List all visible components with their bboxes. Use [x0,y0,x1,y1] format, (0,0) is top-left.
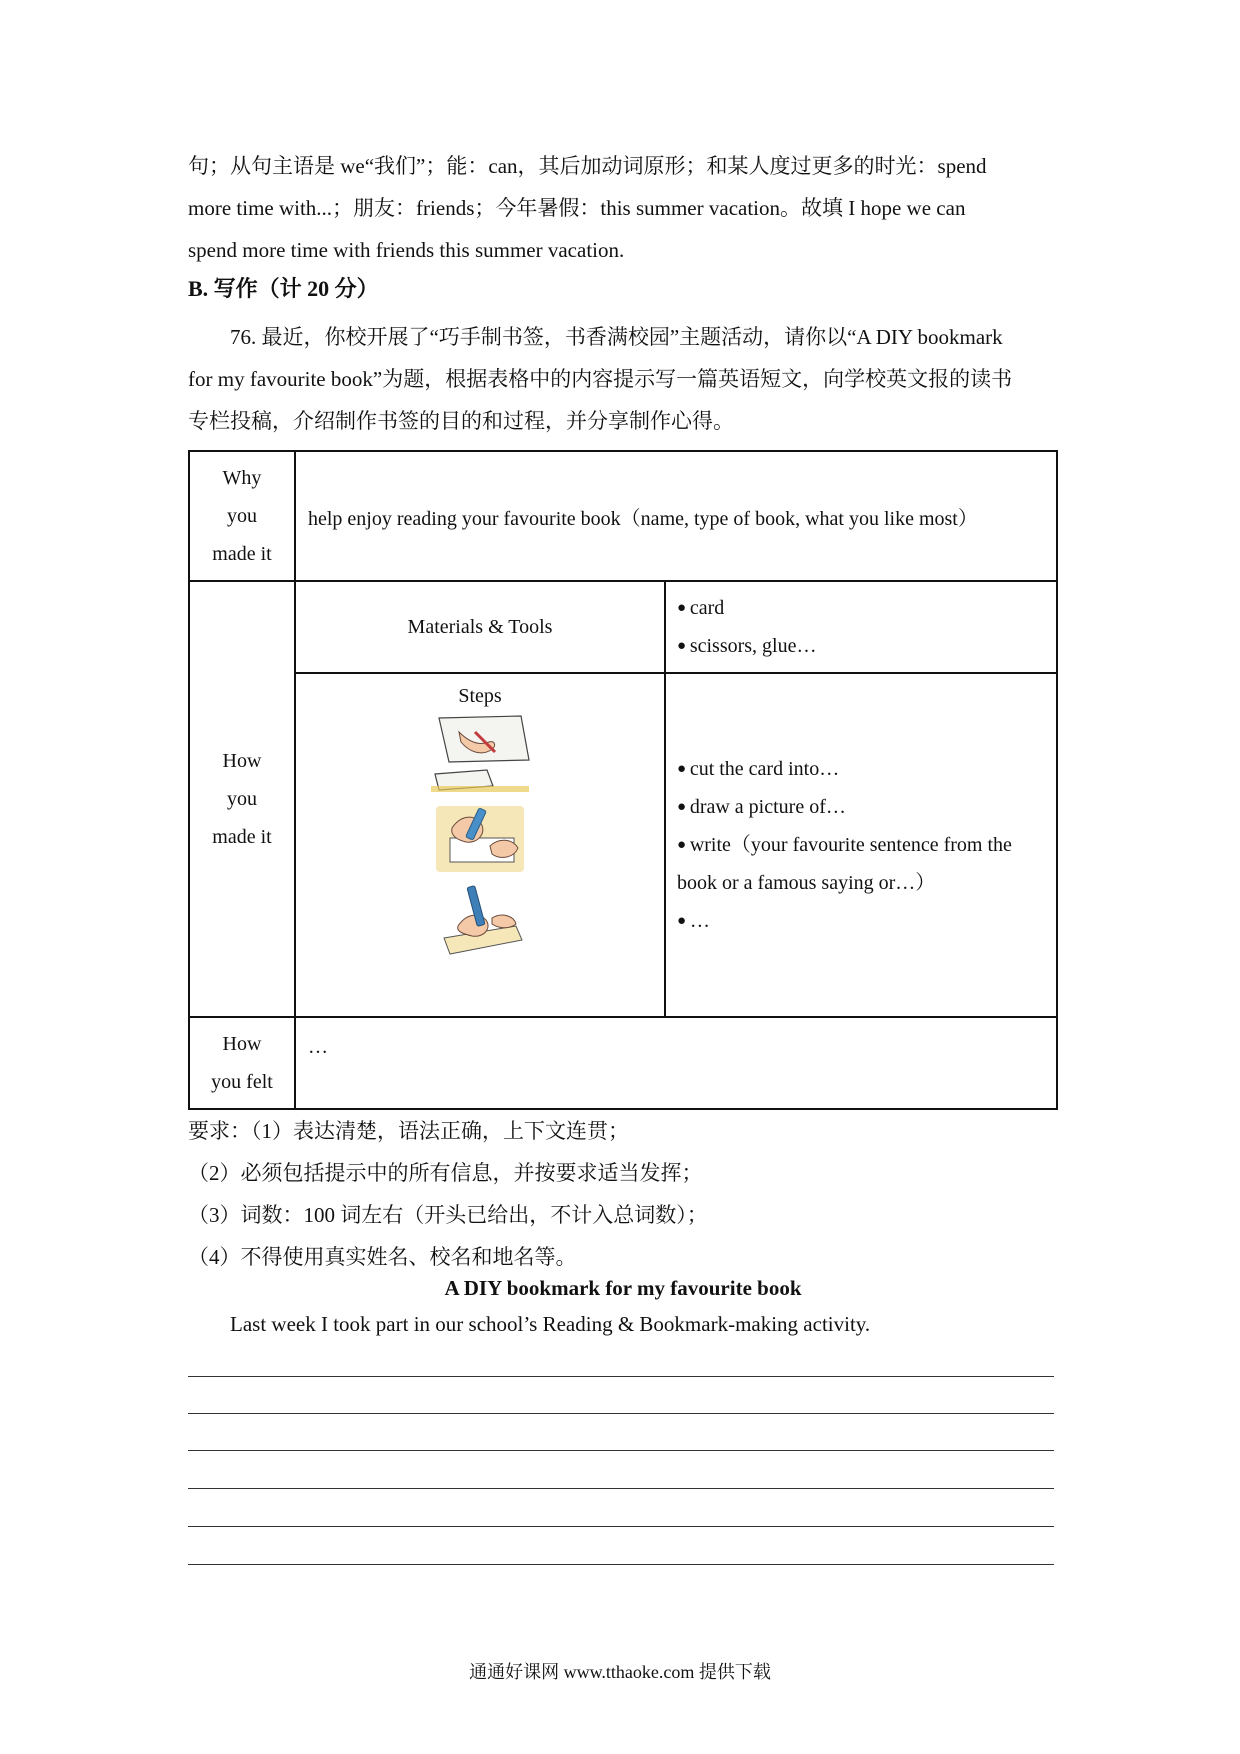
hint-table [188,450,1058,1110]
question-prompt [188,316,1058,442]
materials-row [189,581,1057,673]
step-item: ● draw a picture of… [677,788,1055,826]
prompt-line: 76. 最近，你校开展了“巧手制书签，书香满校园”主题活动，请你以“A DIY bookmark [230,325,1003,349]
prompt-line: for my favourite book”为题，根据表格中的内容提示写一篇英语短文，向学校英文报的读书 [188,367,1013,391]
step-item: ● … [677,902,1055,940]
steps-list-cell [665,673,1057,1017]
steps-cell [295,673,665,1017]
material-item: ● scissors, glue… [677,627,1055,665]
why-label: Why you made it [189,451,295,581]
answer-explanation [188,145,1058,271]
materials-label: Materials & Tools [295,581,665,673]
writing-line[interactable] [188,1450,1054,1451]
writing-line[interactable] [188,1376,1054,1377]
writing-line[interactable] [188,1564,1054,1565]
requirements [188,1110,1058,1278]
cutting-card-illustration [425,712,535,794]
requirement-line: （4）不得使用真实姓名、校名和地名等。 [188,1245,577,1269]
requirement-line: （3）词数：100 词左右（开头已给出，不计入总词数）； [188,1203,708,1227]
footer-credit: 通通好课网 www.tthaoke.com 提供下载 [469,1662,771,1682]
step-item: ● write（your favourite sentence from the book or a famous saying or…） [677,826,1055,902]
steps-row [189,673,1057,1017]
steps-list [667,750,1055,940]
materials-list [667,589,1055,665]
felt-label: How you felt [189,1017,295,1109]
writing-line[interactable] [188,1488,1054,1489]
drawing-picture-illustration [432,798,528,878]
requirement-line: （2）必须包括提示中的所有信息，并按要求适当发挥； [188,1161,703,1185]
how-label: How you made it [189,581,295,1017]
prompt-line: 专栏投稿，介绍制作书签的目的和过程，并分享制作心得。 [188,409,734,433]
why-text: help enjoy reading your favourite book（name, type of book, what you like most） [295,451,1057,581]
felt-text: … [295,1017,1057,1109]
step-item: ● cut the card into… [677,750,1055,788]
essay-title: A DIY bookmark for my favourite book [444,1276,802,1300]
requirement-line: 要求：（1）表达清楚，语法正确，上下文连贯； [188,1119,629,1143]
why-row [189,451,1057,581]
writing-line[interactable] [188,1526,1054,1527]
writing-line[interactable] [188,1413,1054,1414]
writing-sentence-illustration [432,882,528,962]
material-item: ● card [677,589,1055,627]
section-heading: B. 写作（计 20 分） [188,276,379,301]
explanation-line: 句；从句主语是 we“我们”；能：can，其后加动词原形；和某人度过更多的时光：spend [188,154,987,178]
felt-row [189,1017,1057,1109]
explanation-line: more time with...；朋友：friends；今年暑假：this summer vacation。故填 I hope we can [188,196,966,220]
steps-label: Steps [458,685,502,707]
explanation-line: spend more time with friends this summer vacation. [188,238,625,262]
essay-opening: Last week I took part in our school’s Reading & Bookmark-making activity. [230,1312,871,1336]
materials-list-cell [665,581,1057,673]
